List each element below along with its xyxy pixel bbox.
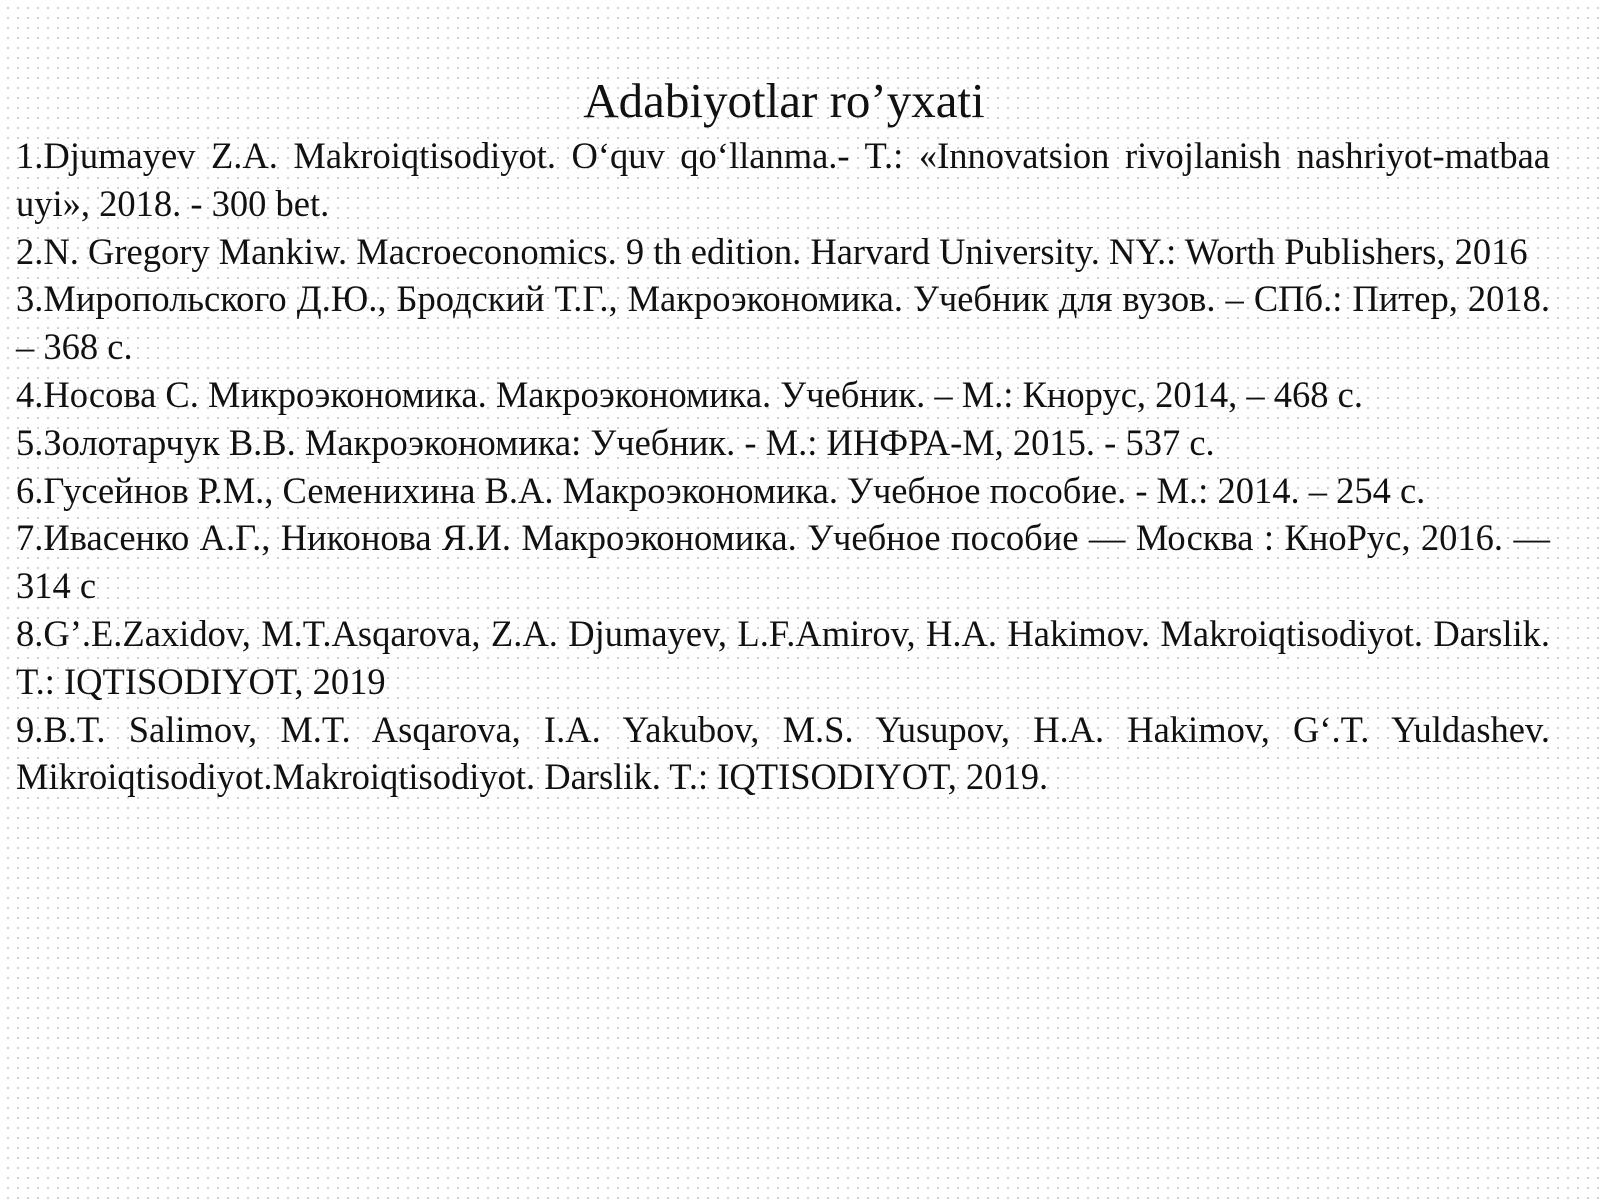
reference-item-4: 4.Носова С. Микроэкономика. Макроэкономика. Учебник. – М.: Кнорус, 2014, – 468 с.: [16, 373, 1363, 415]
reference-item-8: 8.G’.E.Zaxidov, M.T.Asqarova, Z.A. Djumayev, L.F.Amirov, H.A. Hakimov. Makroiqtisodiyot. Darslik. T.: IQTISODIYOT, 2019: [16, 612, 1550, 702]
page-title: Adabiyotlar ro’yxati: [583, 73, 985, 128]
reference-item-1: 1.Djumayev Z.A. Makroiqtisodiyot. O‘quv qo‘llanma.- T.: «Innovatsion rivojlanish nashriyot-matbaa uyi», 2018. - 300 bet.: [16, 135, 1550, 224]
reference-item-3: 3.Миропольского Д.Ю., Бродский Т.Г., Макроэкономика. Учебник для вузов. – СПб.: Питер, 2018. – 368 с.: [16, 278, 1550, 368]
reference-item-7: 7.Ивасенко А.Г., Никонова Я.И. Макроэкономика. Учебное пособие — Москва : КноРус, 2016. — 314 с: [16, 517, 1550, 607]
reference-item-5: 5.Золотарчук В.В. Макроэкономика: Учебник. - М.: ИНФРА-М, 2015. - 537 с.: [16, 421, 1215, 463]
reference-item-6: 6.Гусейнов Р.М., Семенихина В.А. Макроэкономика. Учебное пособие. - М.: 2014. – 254 с.: [16, 469, 1426, 511]
reference-item-9: 9.B.T. Salimov, M.T. Asqarova, I.A. Yakubov, M.S. Yusupov, H.A. Hakimov, G‘.T. Yuldashev. Mikroiqtisodiyot.Makroiqtisodiyot. Darslik. T.: IQTISODIYOT, 2019.: [16, 708, 1550, 798]
reference-list: [16, 132, 1550, 801]
reference-item-2: 2.N. Gregory Mankiw. Macroeconomics. 9 th edition. Harvard University. NY.: Worth Publishers, 2016: [16, 230, 1528, 272]
